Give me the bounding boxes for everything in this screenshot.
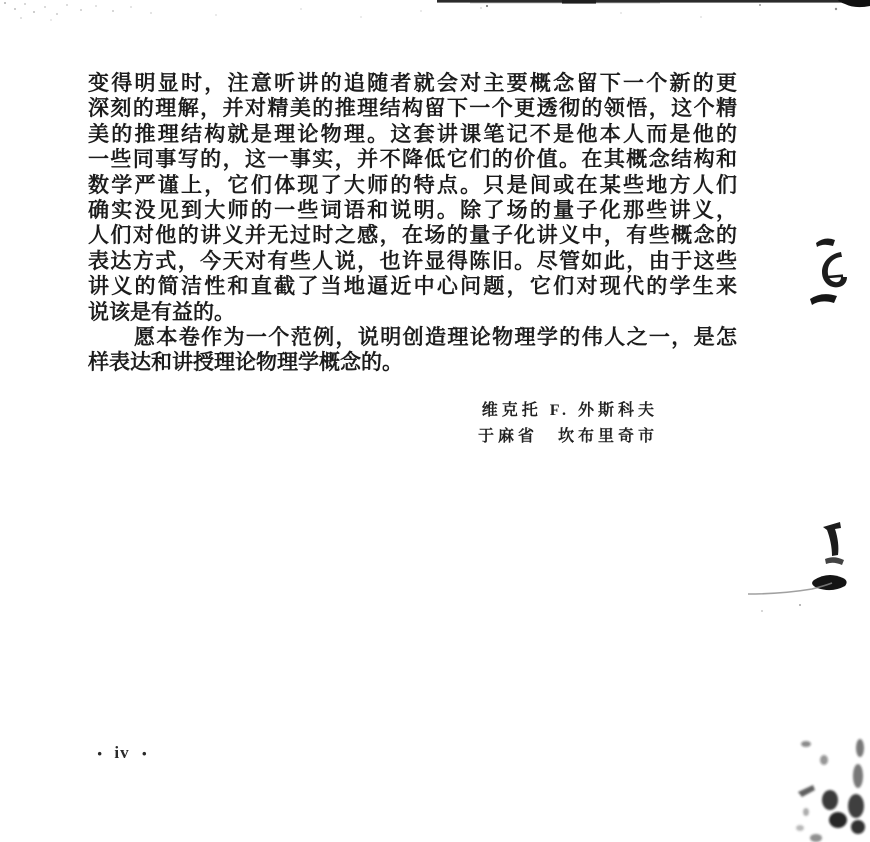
text-line: 愿本卷作为一个范例，说明创造理论物理学的伟人之一，是怎 (134, 324, 737, 349)
text-line: 数学严谨上，它们体现了大师的特点。只是间或在某些地方人们 (88, 172, 737, 197)
text-line: 美的推理结构就是理论物理。这套讲课笔记不是他本人而是他的 (88, 121, 737, 146)
scan-artifact-right-margin-mark-1 (810, 239, 847, 305)
text-line: 说该是有益的。 (88, 299, 235, 324)
preface-text (88, 71, 737, 376)
preface-paragraph-2 (88, 325, 737, 376)
signature-block (478, 398, 658, 450)
signature-place: 于麻省 坎布里奇市 (477, 428, 658, 445)
page-number-dot-left: · (96, 740, 104, 766)
signature-name: 维克托 F. 外斯科夫 (481, 402, 658, 419)
scan-artifact-bottom-right-smudge (796, 739, 865, 842)
text-line: 变得明显时，注意听讲的追随者就会对主要概念留下一个新的更 (88, 71, 737, 95)
page-number-dot-right: · (140, 740, 148, 766)
page-number-text: iv (114, 743, 130, 762)
text-line: 确实没见到大师的一些词语和说明。除了场的量子化那些讲义， (88, 197, 737, 222)
page-number (85, 740, 159, 766)
scan-artifact-right-margin-mark-2 (748, 522, 847, 612)
text-line: 深刻的理解，并对精美的推理结构留下一个更透彻的领悟，这个精 (88, 96, 737, 121)
text-line: 一些同事写的，这一事实，并不降低它们的价值。在其概念结构和 (88, 147, 737, 172)
scan-artifact-top-edge-line (437, 0, 870, 10)
scan-speckles-top (4, 2, 6, 4)
preface-paragraph-1 (88, 71, 737, 325)
text-line: 讲义的简洁性和直截了当地逼近中心问题，它们对现代的学生来 (88, 274, 737, 299)
text-line: 样表达和讲授理论物理学概念的。 (88, 350, 403, 375)
text-line: 表达方式，今天对有些人说，也许显得陈旧。尽管如此，由于这些 (88, 248, 737, 273)
text-line: 人们对他的讲义并无过时之感，在场的量子化讲义中，有些概念的 (88, 223, 737, 248)
